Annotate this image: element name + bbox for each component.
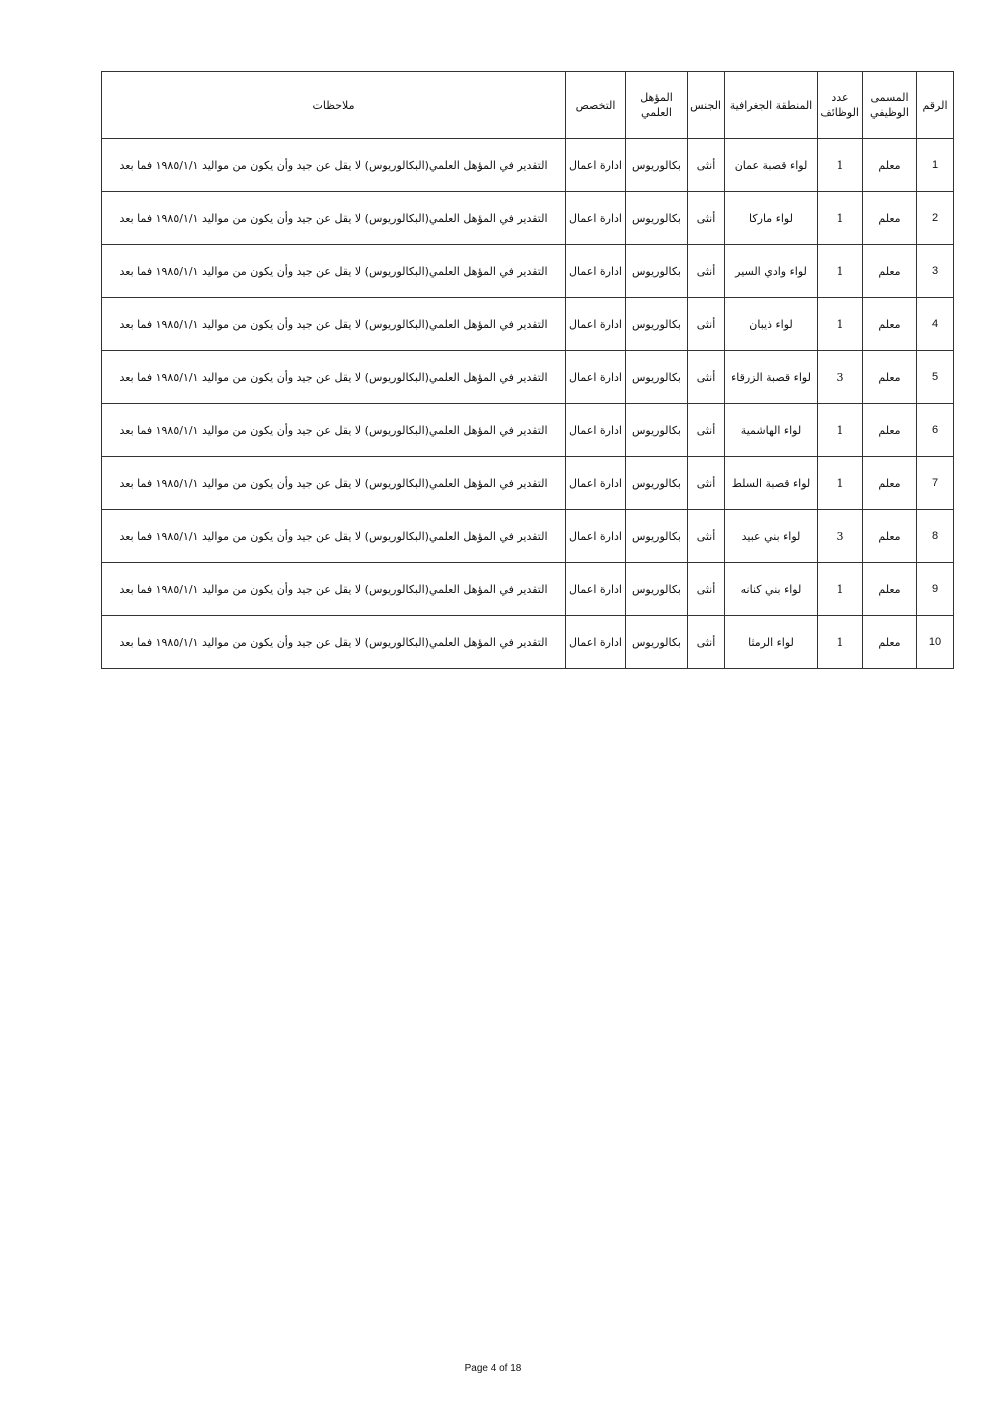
table-row (102, 510, 954, 563)
cell-gender: أنثى (688, 351, 725, 404)
cell-region: لواء ماركا (725, 192, 818, 245)
table-row (102, 298, 954, 351)
cell-specialty: ادارة اعمال (566, 351, 626, 404)
cell-notes: التقدير في المؤهل العلمي(البكالوريوس) لا يقل عن جيد وأن يكون من مواليد ١٩٨٥/١/١ فما بعد (102, 616, 566, 669)
cell-gender: أنثى (688, 510, 725, 563)
cell-specialty: ادارة اعمال (566, 510, 626, 563)
cell-job-count: 1 (818, 245, 863, 298)
cell-job-count: 1 (818, 192, 863, 245)
job-vacancies-table (101, 71, 954, 669)
cell-qualification: بكالوريوس (626, 457, 688, 510)
cell-job-title: معلم (863, 139, 917, 192)
cell-qualification: بكالوريوس (626, 510, 688, 563)
header-specialty: التخصص (566, 72, 626, 139)
cell-gender: أنثى (688, 139, 725, 192)
cell-job-title: معلم (863, 510, 917, 563)
cell-job-count: 1 (818, 457, 863, 510)
cell-specialty: ادارة اعمال (566, 563, 626, 616)
cell-gender: أنثى (688, 457, 725, 510)
cell-specialty: ادارة اعمال (566, 139, 626, 192)
cell-region: لواء قصبة السلط (725, 457, 818, 510)
cell-qualification: بكالوريوس (626, 563, 688, 616)
cell-notes: التقدير في المؤهل العلمي(البكالوريوس) لا يقل عن جيد وأن يكون من مواليد ١٩٨٥/١/١ فما بعد (102, 245, 566, 298)
cell-job-title: معلم (863, 457, 917, 510)
cell-specialty: ادارة اعمال (566, 298, 626, 351)
cell-notes: التقدير في المؤهل العلمي(البكالوريوس) لا يقل عن جيد وأن يكون من مواليد ١٩٨٥/١/١ فما بعد (102, 351, 566, 404)
header-region: المنطقة الجغرافية (725, 72, 818, 139)
page-number-footer: Page 4 of 18 (464, 1363, 522, 1374)
cell-num: 5 (917, 351, 954, 404)
cell-qualification: بكالوريوس (626, 139, 688, 192)
header-job-title: المسمى الوظيفي (863, 72, 917, 139)
cell-gender: أنثى (688, 616, 725, 669)
cell-job-count: 1 (818, 616, 863, 669)
cell-region: لواء الهاشمية (725, 404, 818, 457)
cell-region: لواء الرمثا (725, 616, 818, 669)
table-body (102, 139, 954, 669)
cell-job-title: معلم (863, 563, 917, 616)
cell-num: 8 (917, 510, 954, 563)
cell-region: لواء قصبة عمان (725, 139, 818, 192)
cell-job-title: معلم (863, 192, 917, 245)
cell-region: لواء قصبة الزرقاء (725, 351, 818, 404)
cell-specialty: ادارة اعمال (566, 245, 626, 298)
cell-job-title: معلم (863, 351, 917, 404)
cell-job-count: 1 (818, 139, 863, 192)
table-row (102, 351, 954, 404)
table-row (102, 245, 954, 298)
cell-region: لواء بني كنانه (725, 563, 818, 616)
cell-qualification: بكالوريوس (626, 298, 688, 351)
cell-notes: التقدير في المؤهل العلمي(البكالوريوس) لا يقل عن جيد وأن يكون من مواليد ١٩٨٥/١/١ فما بعد (102, 298, 566, 351)
cell-notes: التقدير في المؤهل العلمي(البكالوريوس) لا يقل عن جيد وأن يكون من مواليد ١٩٨٥/١/١ فما بعد (102, 510, 566, 563)
cell-notes: التقدير في المؤهل العلمي(البكالوريوس) لا يقل عن جيد وأن يكون من مواليد ١٩٨٥/١/١ فما بعد (102, 457, 566, 510)
header-gender: الجنس (688, 72, 725, 139)
table-row (102, 192, 954, 245)
cell-specialty: ادارة اعمال (566, 457, 626, 510)
cell-specialty: ادارة اعمال (566, 616, 626, 669)
cell-notes: التقدير في المؤهل العلمي(البكالوريوس) لا يقل عن جيد وأن يكون من مواليد ١٩٨٥/١/١ فما بعد (102, 139, 566, 192)
cell-notes: التقدير في المؤهل العلمي(البكالوريوس) لا يقل عن جيد وأن يكون من مواليد ١٩٨٥/١/١ فما بعد (102, 563, 566, 616)
cell-num: 7 (917, 457, 954, 510)
cell-notes: التقدير في المؤهل العلمي(البكالوريوس) لا يقل عن جيد وأن يكون من مواليد ١٩٨٥/١/١ فما بعد (102, 404, 566, 457)
cell-region: لواء بني عبيد (725, 510, 818, 563)
cell-job-count: 3 (818, 351, 863, 404)
table-row (102, 616, 954, 669)
header-job-count: عدد الوظائف (818, 72, 863, 139)
table-row (102, 457, 954, 510)
cell-qualification: بكالوريوس (626, 404, 688, 457)
cell-job-count: 3 (818, 510, 863, 563)
cell-qualification: بكالوريوس (626, 351, 688, 404)
cell-qualification: بكالوريوس (626, 245, 688, 298)
cell-job-title: معلم (863, 245, 917, 298)
cell-region: لواء وادي السير (725, 245, 818, 298)
cell-job-title: معلم (863, 616, 917, 669)
cell-num: 1 (917, 139, 954, 192)
cell-gender: أنثى (688, 298, 725, 351)
cell-qualification: بكالوريوس (626, 616, 688, 669)
cell-gender: أنثى (688, 404, 725, 457)
header-notes: ملاحظات (102, 72, 566, 139)
cell-num: 2 (917, 192, 954, 245)
cell-gender: أنثى (688, 245, 725, 298)
cell-num: 9 (917, 563, 954, 616)
cell-num: 10 (917, 616, 954, 669)
cell-qualification: بكالوريوس (626, 192, 688, 245)
cell-gender: أنثى (688, 192, 725, 245)
cell-num: 3 (917, 245, 954, 298)
cell-specialty: ادارة اعمال (566, 192, 626, 245)
cell-num: 4 (917, 298, 954, 351)
cell-num: 6 (917, 404, 954, 457)
table-row (102, 404, 954, 457)
table-header-row (102, 72, 954, 139)
header-qualification: المؤهل العلمي (626, 72, 688, 139)
cell-notes: التقدير في المؤهل العلمي(البكالوريوس) لا يقل عن جيد وأن يكون من مواليد ١٩٨٥/١/١ فما بعد (102, 192, 566, 245)
cell-gender: أنثى (688, 563, 725, 616)
cell-job-title: معلم (863, 298, 917, 351)
cell-job-count: 1 (818, 298, 863, 351)
cell-job-title: معلم (863, 404, 917, 457)
header-num: الرقم (917, 72, 954, 139)
table-row (102, 563, 954, 616)
table-row (102, 139, 954, 192)
cell-job-count: 1 (818, 404, 863, 457)
cell-specialty: ادارة اعمال (566, 404, 626, 457)
cell-region: لواء ذيبان (725, 298, 818, 351)
cell-job-count: 1 (818, 563, 863, 616)
